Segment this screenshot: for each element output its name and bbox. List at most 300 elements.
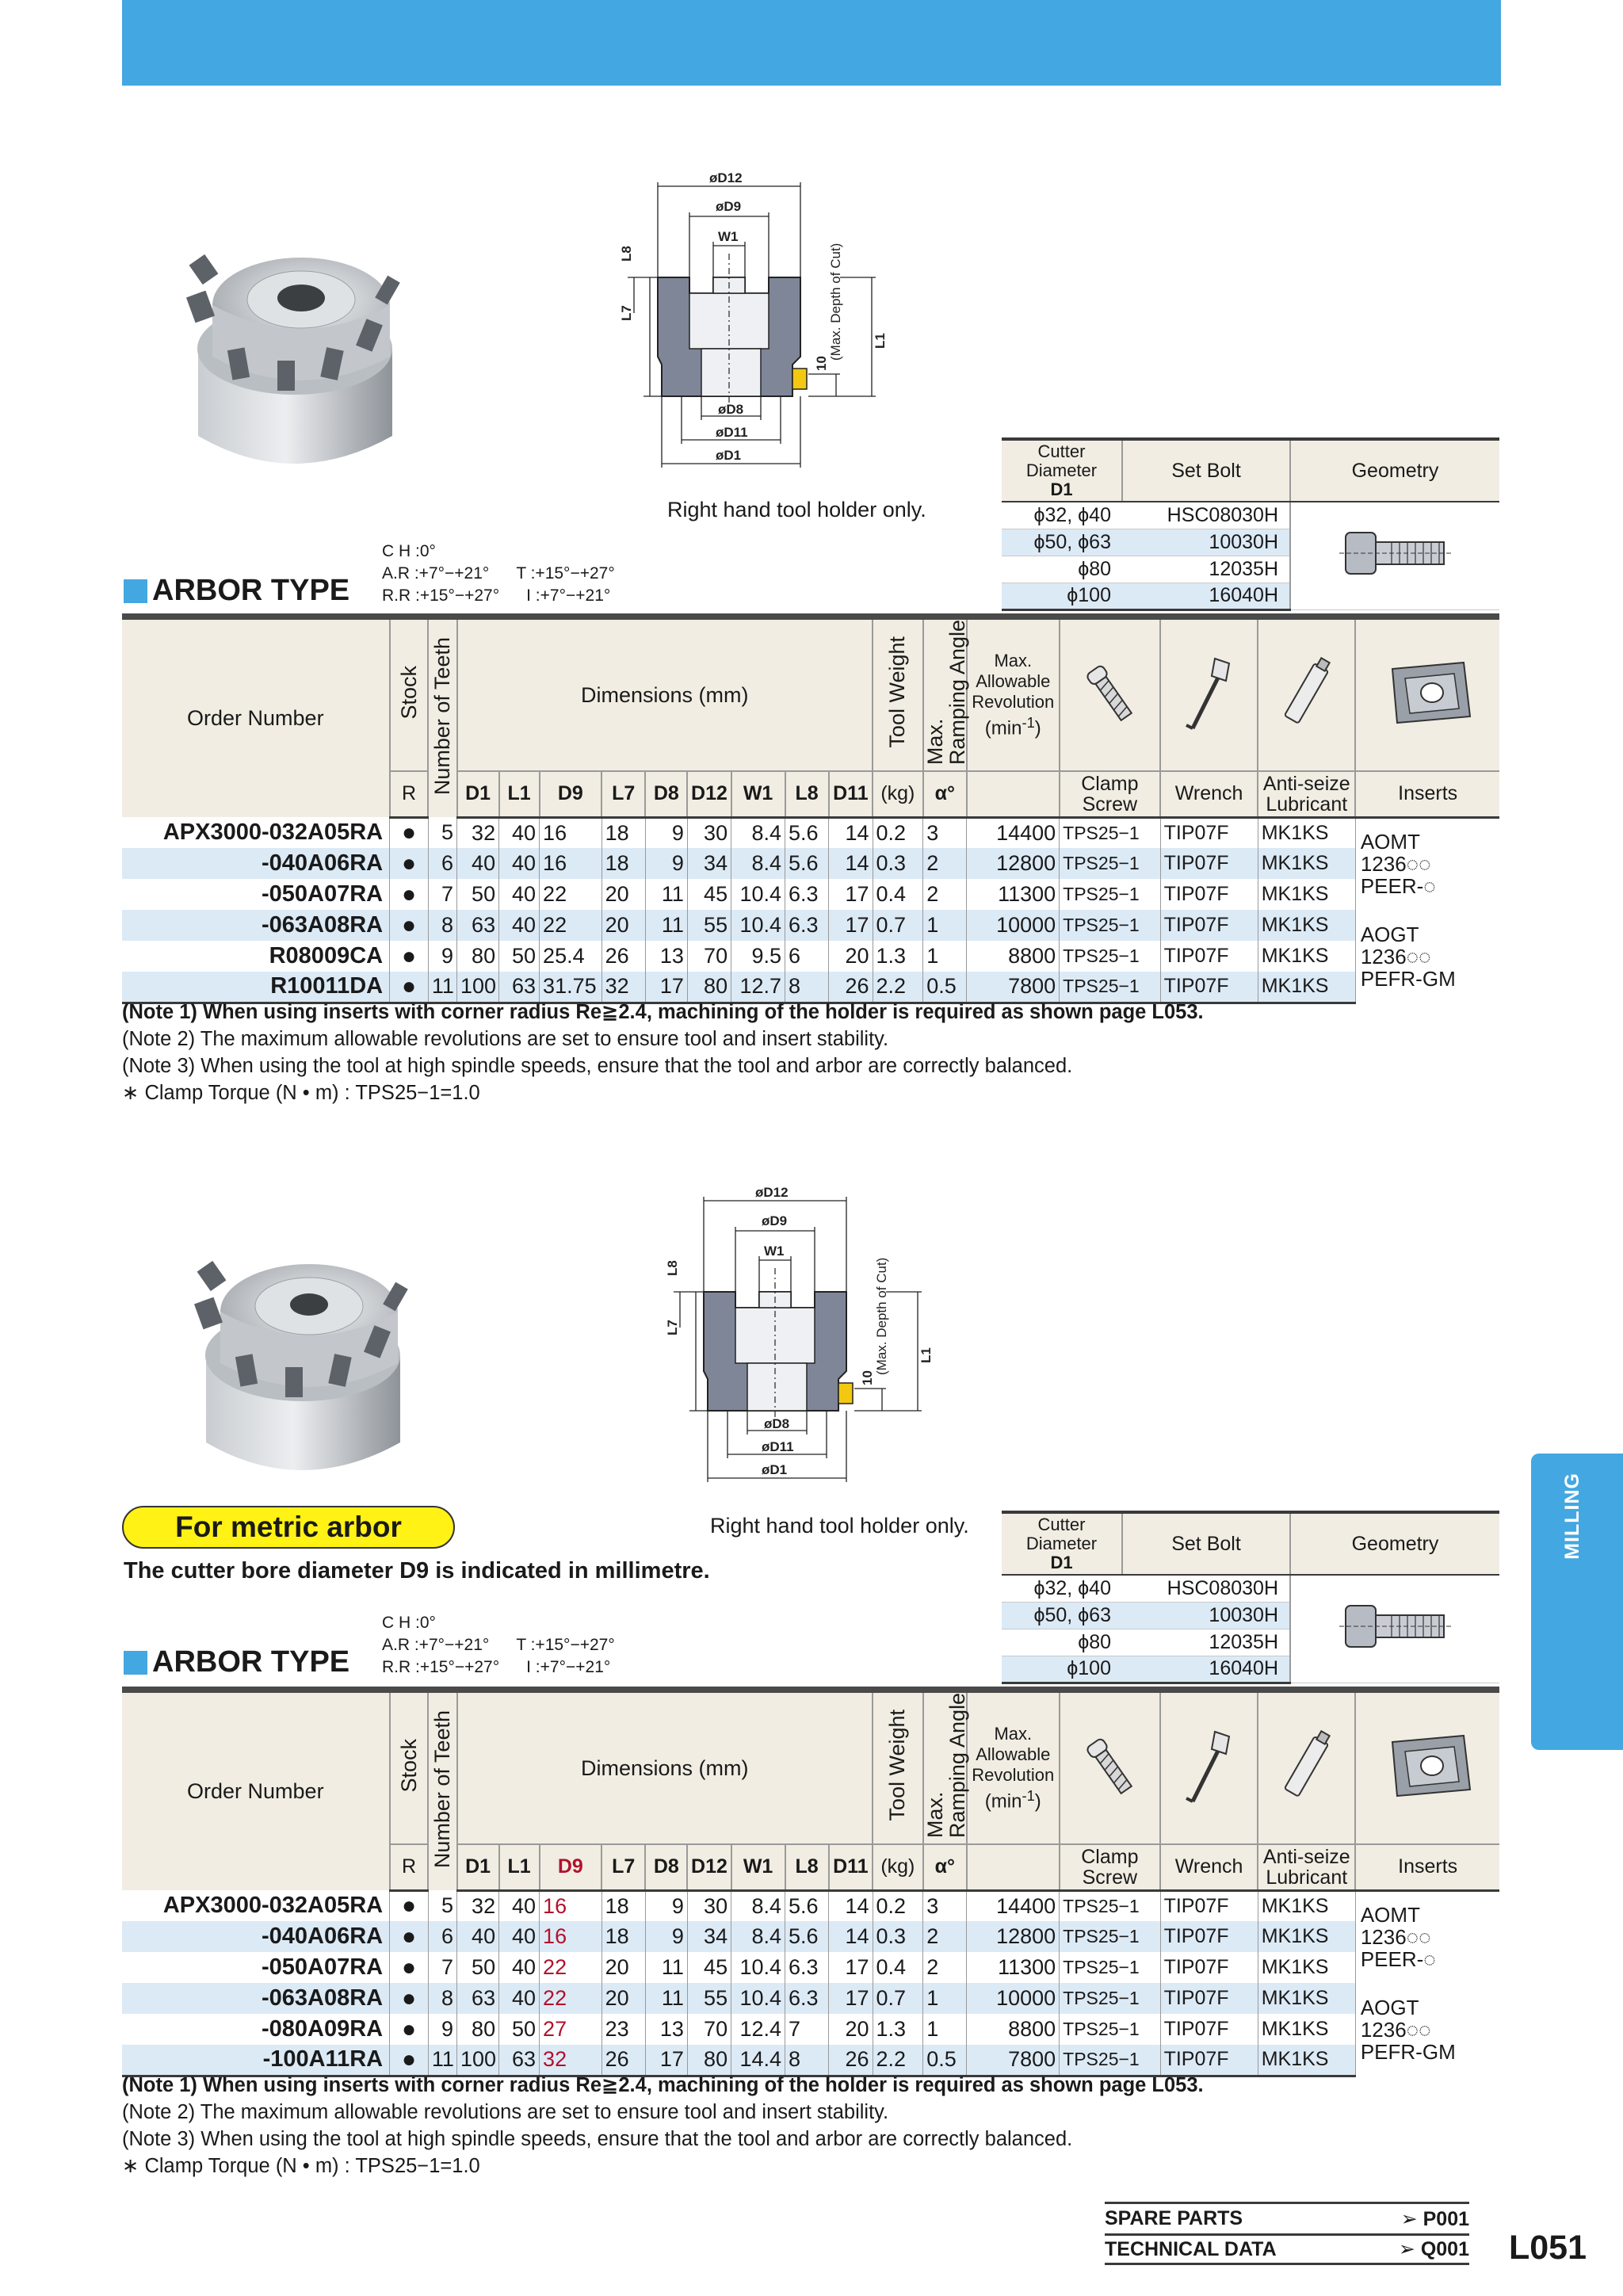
table-cell: 30: [687, 817, 731, 848]
stock-header: Stock: [390, 617, 429, 771]
label-l8: L8: [619, 246, 634, 262]
table-cell: 11: [645, 910, 687, 941]
table-cell: 40: [499, 848, 540, 879]
table-cell: 16: [540, 1921, 602, 1952]
table-cell: 50: [457, 1952, 499, 1983]
table-cell: 9: [428, 941, 456, 972]
table-cell: ●: [390, 1890, 429, 1921]
table-cell: 3: [923, 1890, 967, 1921]
table-cell: 63: [457, 910, 499, 941]
table-cell: 8.4: [731, 1890, 785, 1921]
table-cell: 11: [428, 972, 456, 1003]
table-row: [122, 1890, 1499, 1921]
table-cell: 18: [601, 848, 645, 879]
table-cell: 17: [829, 1952, 873, 1983]
label-max-depth: (Max. Depth of Cut): [874, 1257, 889, 1375]
table-cell: 5: [428, 817, 456, 848]
table-cell: 22: [540, 1983, 602, 2014]
table-row: [122, 1952, 1499, 1983]
title-square-icon: [124, 579, 147, 603]
table-cell: TPS25−1: [1060, 817, 1160, 848]
metric-arbor-badge: For metric arbor: [122, 1506, 455, 1549]
table-cell: 2: [923, 1952, 967, 1983]
inserts-cell: AOGT 1236◌◌ PEFR-GM: [1355, 1983, 1499, 2076]
table-cell: 14: [829, 848, 873, 879]
table-cell: -050A07RA: [261, 1954, 384, 1981]
lubricant-header: Anti-seize Lubricant: [1258, 1844, 1355, 1890]
insert-icon: [1355, 617, 1499, 771]
table-cell: 9: [645, 817, 687, 848]
table-cell: 9: [645, 848, 687, 879]
table-cell: 40: [457, 1921, 499, 1952]
table-cell: 5.6: [785, 1921, 829, 1952]
table-cell: 63: [499, 2045, 540, 2076]
table-cell: 30: [687, 1890, 731, 1921]
bolt-diameter: ϕ32, ϕ40: [1002, 502, 1122, 529]
table-cell: -080A09RA: [261, 2016, 384, 2042]
angle-rr: R.R :+15°−+27°: [382, 586, 500, 605]
table-cell: 8: [785, 2045, 829, 2076]
table-cell: TIP07F: [1160, 879, 1258, 910]
d1-header: D1: [457, 1844, 499, 1890]
table-cell: 1.3: [873, 2014, 923, 2045]
label-d11: øD11: [762, 1439, 794, 1454]
cutting-angles: [382, 1612, 615, 1679]
table-cell: 8800: [967, 941, 1060, 972]
clamp-torque-note: ∗ Clamp Torque (N • m) : TPS25−1=1.0: [122, 1082, 480, 1104]
table-cell: TIP07F: [1160, 1983, 1258, 2014]
table-cell: 40: [499, 910, 540, 941]
table-cell: 5.6: [785, 848, 829, 879]
cutter-photo: [190, 1228, 412, 1490]
label-d11: øD11: [716, 425, 748, 440]
table-cell: MK1KS: [1258, 2045, 1355, 2076]
table-cell: 2.2: [873, 972, 923, 1003]
table-cell: 14: [829, 817, 873, 848]
table-cell: 17: [829, 1983, 873, 2014]
table-cell: MK1KS: [1258, 879, 1355, 910]
table-cell: TPS25−1: [1060, 1952, 1160, 1983]
note-2: (Note 2) The maximum allowable revolutions are set to ensure tool and insert stability.: [122, 1028, 889, 1050]
table-cell: -040A06RA: [122, 1921, 390, 1952]
section-title: [124, 1645, 349, 1679]
l1-header: L1: [499, 771, 540, 817]
table-cell: 8.4: [731, 1921, 785, 1952]
table-cell: 11300: [967, 1952, 1060, 1983]
table-cell: 9: [428, 2014, 456, 2045]
table-cell: 25.4: [540, 941, 602, 972]
table-cell: -050A07RA: [261, 881, 384, 907]
table-cell: 0.4: [873, 879, 923, 910]
table-cell: -063A08RA: [122, 1983, 390, 2014]
page-number: L051: [1509, 2229, 1587, 2267]
technical-data-link[interactable]: TECHNICAL DATA ➢ Q001: [1105, 2233, 1469, 2265]
table-cell: 6.3: [785, 879, 829, 910]
bolt-code: 10030H: [1122, 1602, 1290, 1629]
table-cell: 1: [923, 941, 967, 972]
label-max-depth: (Max. Depth of Cut): [828, 243, 843, 361]
bolt-diameter: ϕ80: [1002, 556, 1122, 583]
geometry-header: Geometry: [1290, 1512, 1499, 1575]
table-cell: 1.3: [873, 941, 923, 972]
clamp-torque-note: ∗ Clamp Torque (N • m) : TPS25−1=1.0: [122, 2155, 480, 2177]
table-cell: MK1KS: [1258, 1952, 1355, 1983]
table-row: [122, 2014, 1499, 2045]
w1-header: W1: [731, 1844, 785, 1890]
label-l1: L1: [918, 1347, 934, 1363]
table-cell: 0.7: [873, 1983, 923, 2014]
table-cell: 40: [499, 879, 540, 910]
table-cell: 8: [428, 910, 456, 941]
table-cell: 7: [428, 1952, 456, 1983]
alpha-header: α°: [923, 1844, 967, 1890]
table-cell: TIP07F: [1160, 848, 1258, 879]
table-cell: 16: [540, 1890, 602, 1921]
d8-header: D8: [645, 771, 687, 817]
d11-header: D11: [829, 1844, 873, 1890]
table-cell: 7: [428, 879, 456, 910]
table-cell: 2: [923, 879, 967, 910]
cutter-diameter-header: Cutter Diameter D1: [1002, 439, 1122, 502]
inserts-cell: AOMT 1236◌◌ PEER-◌: [1355, 1890, 1499, 1983]
angle-t: T :+15°−+27°: [516, 1636, 615, 1654]
table-cell: 10.4: [731, 1952, 785, 1983]
table-cell: 8800: [967, 2014, 1060, 2045]
alpha-header: α°: [923, 771, 967, 817]
table-cell: 40: [499, 817, 540, 848]
table-cell: 0.2: [873, 1890, 923, 1921]
table-cell: 6.3: [785, 1983, 829, 2014]
table-cell: TIP07F: [1160, 1952, 1258, 1983]
d9-header: D9: [540, 1844, 602, 1890]
table-cell: R10011DA: [122, 972, 390, 1003]
table-cell: 32: [457, 817, 499, 848]
clamp-screw-icon: [1060, 617, 1160, 771]
label-l7: L7: [619, 305, 634, 321]
table-cell: MK1KS: [1258, 817, 1355, 848]
table-cell: 45: [687, 879, 731, 910]
teeth-header: Number of Teeth: [428, 1690, 456, 1890]
dimensions-header: Dimensions (mm): [457, 617, 873, 771]
table-cell: MK1KS: [1258, 1890, 1355, 1921]
set-bolt-table: [1002, 1511, 1499, 1684]
note-3: (Note 3) When using the tool at high spindle speeds, ensure that the tool and arbor are correctly balanced.: [122, 1055, 1073, 1077]
geometry-header: Geometry: [1290, 439, 1499, 502]
table-cell: 1: [923, 2014, 967, 2045]
label-d12: øD12: [709, 170, 743, 185]
table-cell: 5.6: [785, 817, 829, 848]
table-cell: -063A08RA: [122, 910, 390, 941]
table-cell: 12.7: [731, 972, 785, 1003]
label-d9: øD9: [716, 199, 742, 214]
teeth-header: Number of Teeth: [428, 617, 456, 817]
table-cell: 31.75: [540, 972, 602, 1003]
table-row: [122, 1921, 1499, 1952]
kg-header: (kg): [873, 1844, 923, 1890]
note-3: (Note 3) When using the tool at high spindle speeds, ensure that the tool and arbor are correctly balanced.: [122, 2128, 1073, 2150]
notes: [122, 999, 1204, 1106]
table-cell: TPS25−1: [1060, 1890, 1160, 1921]
label-w1: W1: [764, 1244, 785, 1259]
angle-ar: A.R :+7°−+21°: [382, 1636, 490, 1654]
table-cell: TIP07F: [1160, 1921, 1258, 1952]
table-cell: 13: [645, 2014, 687, 2045]
table-cell: 26: [829, 972, 873, 1003]
table-cell: 14400: [967, 1890, 1060, 1921]
label-d9: øD9: [762, 1213, 788, 1228]
table-cell: 14400: [967, 817, 1060, 848]
l8-header: L8: [785, 1844, 829, 1890]
table-cell: 100: [457, 972, 499, 1003]
lubricant-header: Anti-seize Lubricant: [1258, 771, 1355, 817]
wrench-header: Wrench: [1160, 771, 1258, 817]
label-10: 10: [860, 1370, 875, 1385]
section-title: [124, 574, 349, 608]
table-cell: 11: [645, 879, 687, 910]
table-cell: 2.2: [873, 2045, 923, 2076]
table-cell: 0.5: [923, 972, 967, 1003]
r-header: R: [390, 1844, 429, 1890]
insert-icon: [1355, 1690, 1499, 1844]
angle-ar: A.R :+7°−+21°: [382, 564, 490, 583]
table-cell: 0.3: [873, 848, 923, 879]
l7-header: L7: [601, 771, 645, 817]
table-cell: 22: [540, 1952, 602, 1983]
table-cell: 40: [499, 1983, 540, 2014]
spare-parts-link[interactable]: SPARE PARTS ➢ P001: [1105, 2202, 1469, 2233]
cutter-photo: [182, 222, 404, 483]
bolt-diameter: ϕ50, ϕ63: [1002, 529, 1122, 556]
bolt-code: 12035H: [1122, 556, 1290, 583]
side-tab-label: MILLING: [1561, 1473, 1583, 1560]
table-cell: 6: [785, 941, 829, 972]
table-cell: TPS25−1: [1060, 2045, 1160, 2076]
table-cell: 0.2: [873, 817, 923, 848]
table-cell: 80: [687, 2045, 731, 2076]
note-1: (Note 1) When using inserts with corner radius Re≧2.4, machining of the holder is required as shown page L053.: [122, 2074, 1204, 2096]
cross-section-drawing: [648, 1181, 941, 1498]
stock-header: Stock: [390, 1690, 429, 1844]
table-cell: ●: [390, 910, 429, 941]
table-cell: 80: [687, 972, 731, 1003]
table-cell: 22: [540, 910, 602, 941]
cutting-angles: [382, 541, 615, 607]
table-cell: 16: [540, 817, 602, 848]
label-d1: øD1: [716, 448, 742, 463]
bolt-code: 12035H: [1122, 1629, 1290, 1656]
table-cell: TIP07F: [1160, 2045, 1258, 2076]
table-cell: TPS25−1: [1060, 1983, 1160, 2014]
clamp-screw-icon: [1060, 1690, 1160, 1844]
table-cell: -040A06RA: [122, 848, 390, 879]
table-cell: 10.4: [731, 910, 785, 941]
holder-note: Right hand tool holder only.: [710, 1514, 969, 1538]
note-2: (Note 2) The maximum allowable revolutions are set to ensure tool and insert stability.: [122, 2101, 889, 2123]
revolution-header: Max. Allowable Revolution $(\min^{-1})$: [967, 617, 1060, 771]
order-table: [122, 1687, 1499, 2077]
table-cell: 10000: [967, 1983, 1060, 2014]
table-cell: MK1KS: [1258, 1921, 1355, 1952]
table-cell: ●: [390, 879, 429, 910]
table-cell: TIP07F: [1160, 2014, 1258, 2045]
table-cell: 16: [540, 848, 602, 879]
milling-side-tab[interactable]: [1531, 1454, 1623, 1750]
l7-header: L7: [601, 1844, 645, 1890]
d1-header: D1: [457, 771, 499, 817]
label-w1: W1: [718, 229, 739, 244]
table-cell: 80: [457, 941, 499, 972]
lubricant-icon: [1258, 617, 1355, 771]
table-cell: 100: [457, 2045, 499, 2076]
set-bolt-header: Set Bolt: [1122, 439, 1290, 502]
section-title-text: ARBOR TYPE: [152, 1645, 350, 1679]
table-cell: 1: [923, 1983, 967, 2014]
table-cell: ●: [390, 817, 429, 848]
table-cell: 26: [601, 941, 645, 972]
l8-header: L8: [785, 771, 829, 817]
table-row: [122, 879, 1499, 910]
table-cell: 50: [457, 879, 499, 910]
table-cell: ●: [390, 1983, 429, 2014]
table-cell: 40: [499, 1890, 540, 1921]
section-title-text: ARBOR TYPE: [152, 574, 350, 607]
label-l8: L8: [665, 1260, 680, 1276]
table-cell: APX3000-032A05RA: [162, 1893, 384, 1919]
table-cell: MK1KS: [1258, 1983, 1355, 2014]
table-cell: 6: [428, 848, 456, 879]
kg-header: (kg): [873, 771, 923, 817]
bolt-diameter: ϕ100: [1002, 1656, 1122, 1683]
inserts-header: Inserts: [1355, 771, 1499, 817]
angle-rr: R.R :+15°−+27°: [382, 1658, 500, 1676]
table-cell: 17: [829, 879, 873, 910]
label-d8: øD8: [764, 1416, 790, 1431]
table-cell: 55: [687, 1983, 731, 2014]
bolt-diameter: ϕ100: [1002, 583, 1122, 609]
table-cell: TIP07F: [1160, 817, 1258, 848]
label-l1: L1: [873, 333, 888, 349]
table-cell: 11: [645, 1983, 687, 2014]
table-cell: ●: [390, 1921, 429, 1952]
table-cell: 10000: [967, 910, 1060, 941]
table-cell: 0.7: [873, 910, 923, 941]
order-number-header: Order Number: [122, 617, 390, 817]
angle-i: I :+7°−+21°: [526, 586, 611, 605]
table-cell: 8.4: [731, 817, 785, 848]
notes: [122, 2072, 1204, 2179]
table-cell: TPS25−1: [1060, 941, 1160, 972]
table-cell: 14.4: [731, 2045, 785, 2076]
table-row: [122, 848, 1499, 879]
table-cell: MK1KS: [1258, 941, 1355, 972]
d11-header: D11: [829, 771, 873, 817]
table-cell: 5: [428, 1890, 456, 1921]
table-cell: 40: [499, 1952, 540, 1983]
table-cell: TPS25−1: [1060, 972, 1160, 1003]
header-bar: [122, 0, 1501, 86]
table-cell: 63: [457, 1983, 499, 2014]
d8-header: D8: [645, 1844, 687, 1890]
rev-subheader: [967, 1844, 1060, 1890]
table-cell: 80: [457, 2014, 499, 2045]
table-cell: 12800: [967, 1921, 1060, 1952]
table-cell: 23: [601, 2014, 645, 2045]
table-cell: MK1KS: [1258, 972, 1355, 1003]
table-cell: 27: [540, 2014, 602, 2045]
angle-ch: C H :0°: [382, 542, 436, 560]
table-cell: 55: [687, 910, 731, 941]
weight-header: Tool Weight: [873, 617, 923, 771]
table-cell: 9.5: [731, 941, 785, 972]
title-square-icon: [124, 1651, 147, 1675]
table-cell: 34: [687, 1921, 731, 1952]
table-cell: 20: [829, 941, 873, 972]
bolt-geometry: [1290, 502, 1499, 609]
d12-header: D12: [687, 771, 731, 817]
w1-header: W1: [731, 771, 785, 817]
table-row: [122, 910, 1499, 941]
angle-t: T :+15°−+27°: [516, 564, 615, 583]
wrench-icon: [1160, 1690, 1258, 1844]
set-bolt-header: Set Bolt: [1122, 1512, 1290, 1575]
table-cell: 20: [601, 910, 645, 941]
table-cell: 70: [687, 941, 731, 972]
bolt-geometry: [1290, 1575, 1499, 1683]
table-cell: TPS25−1: [1060, 910, 1160, 941]
table-cell: 8: [428, 1983, 456, 2014]
table-cell: 6.3: [785, 910, 829, 941]
table-cell: TPS25−1: [1060, 2014, 1160, 2045]
label-d8: øD8: [718, 402, 744, 417]
l1-header: L1: [499, 1844, 540, 1890]
table-row: [122, 817, 1499, 848]
table-cell: 18: [601, 1890, 645, 1921]
ramping-header: Max. Ramping Angle: [923, 1690, 967, 1844]
label-10: 10: [814, 356, 829, 371]
table-cell: APX3000-032A05RA: [162, 819, 384, 846]
table-cell: 40: [499, 1921, 540, 1952]
bolt-code: HSC08030H: [1122, 1575, 1290, 1602]
wrench-header: Wrench: [1160, 1844, 1258, 1890]
label-d1: øD1: [762, 1462, 788, 1477]
table-cell: 9: [645, 1921, 687, 1952]
table-cell: ●: [390, 2014, 429, 2045]
metric-bore-note: The cutter bore diameter D9 is indicated in millimetre.: [124, 1558, 710, 1584]
table-cell: 34: [687, 848, 731, 879]
cross-section-drawing: [602, 166, 896, 483]
table-cell: 7: [785, 2014, 829, 2045]
table-cell: 10.4: [731, 879, 785, 910]
table-cell: -100A11RA: [122, 2045, 390, 2076]
table-cell: R08009CA: [269, 943, 384, 969]
clamp-screw-header: Clamp Screw: [1060, 1844, 1160, 1890]
table-cell: MK1KS: [1258, 910, 1355, 941]
table-cell: 20: [601, 879, 645, 910]
table-cell: 20: [829, 2014, 873, 2045]
table-cell: ●: [390, 2045, 429, 2076]
cutter-diameter-header: Cutter Diameter D1: [1002, 1512, 1122, 1575]
revolution-header: Max. Allowable Revolution $(\min^{-1})$: [967, 1690, 1060, 1844]
table-cell: 0.5: [923, 2045, 967, 2076]
d9-header: D9: [540, 771, 602, 817]
table-cell: 20: [601, 1952, 645, 1983]
table-cell: 8: [785, 972, 829, 1003]
table-cell: 50: [499, 941, 540, 972]
table-cell: 14: [829, 1890, 873, 1921]
r-header: R: [390, 771, 429, 817]
table-cell: ●: [390, 848, 429, 879]
ramping-header: Max. Ramping Angle: [923, 617, 967, 771]
